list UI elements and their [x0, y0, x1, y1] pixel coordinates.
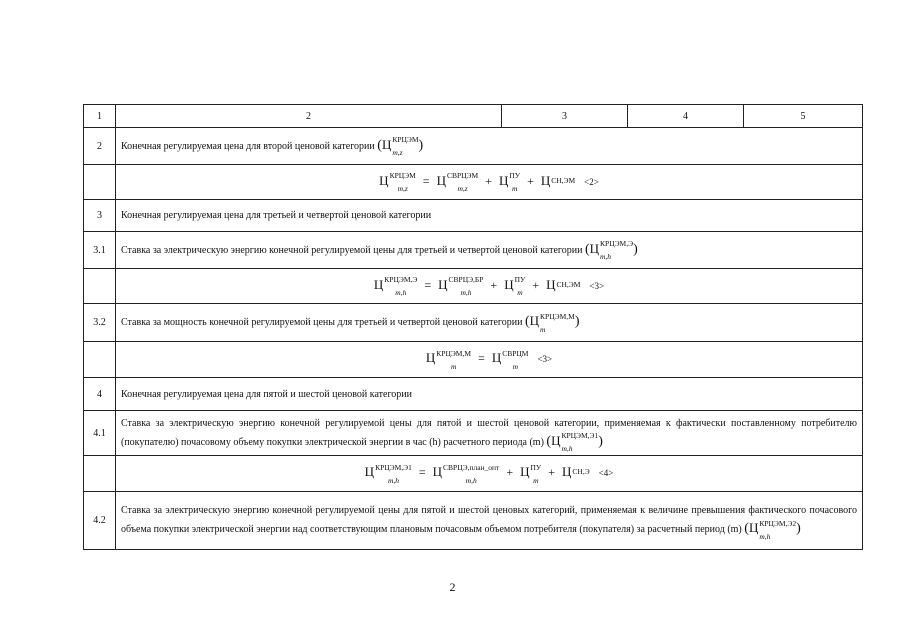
- formula-term-indices: [502, 348, 529, 371]
- formula-term-symbol: Ц: [520, 464, 530, 480]
- symbol-superscript: КРЦЭМ,Э: [600, 239, 634, 249]
- formula-term-superscript: ПУ: [509, 171, 521, 181]
- table-row: [84, 304, 863, 342]
- header-cell-5: 5: [744, 105, 863, 128]
- formula-term-indices: [514, 275, 526, 298]
- formula-term-symbol: Ц: [498, 172, 509, 188]
- price-symbol: Ц: [381, 136, 392, 152]
- footnote-ref: <3>: [537, 354, 553, 365]
- formula-term-superscript: СВРЦЭ,план_опт: [443, 462, 500, 472]
- empty-cell: [84, 456, 116, 492]
- formula-term-superscript: СН,ЭМ: [551, 175, 576, 185]
- symbol-subscript: m,z: [392, 148, 403, 158]
- formula-lhs-superscript: КРЦЭМ,М: [436, 348, 472, 358]
- description-text: Ставка за электрическую энергию конечной регулируемой цены для пятой и шестой ценовой категории, применяемая к фактически поставленному потребителю (покупателю) почасовому объему покупки электрической энергии в час (h) расчетного периода (m): [121, 417, 857, 448]
- formula-2: [116, 165, 863, 200]
- formula-term-subscript: m,h: [460, 288, 472, 298]
- formula-lhs-symbol: Ц: [379, 172, 389, 188]
- equals-sign: =: [418, 465, 426, 480]
- formula-3-2: [116, 342, 863, 378]
- close-paren: ): [633, 241, 638, 257]
- formula-term-indices: [556, 279, 581, 291]
- formula-row: [84, 456, 863, 492]
- formula-term-symbol: Ц: [491, 350, 502, 366]
- formula-row: [84, 342, 863, 378]
- formula-lhs-indices: [389, 171, 416, 194]
- formula-lhs-symbol: Ц: [425, 350, 436, 366]
- open-paren: (: [524, 314, 530, 330]
- symbol-subscript: m: [540, 324, 546, 334]
- description-text: Ставка за электрическую энергию конечной регулируемой цены для третьей и четвертой ценовой категории: [121, 244, 583, 256]
- symbol-superscript: КРЦЭМ,Э1: [561, 431, 599, 441]
- row-description: Конечная регулируемая цена для пятой и шестой ценовой категории: [116, 378, 863, 411]
- footnote-ref: <2>: [584, 176, 599, 187]
- row-number: 3.2: [84, 304, 116, 342]
- plus-sign: +: [548, 465, 556, 480]
- row-description: [116, 304, 863, 342]
- formula-lhs-symbol: Ц: [373, 276, 384, 292]
- formula-term-indices: [443, 462, 500, 485]
- open-paren: (: [744, 521, 749, 537]
- symbol-indices: [540, 311, 575, 334]
- formula-lhs-superscript: КРЦЭМ,Э1: [375, 462, 412, 472]
- formula-term-subscript: m,h: [465, 475, 477, 485]
- plus-sign: +: [506, 465, 514, 480]
- row-description: Конечная регулируемая цена для третьей и четвертой ценовой категории: [116, 200, 863, 232]
- header-cell-4: 4: [628, 105, 744, 128]
- formula-lhs-symbol: Ц: [364, 464, 375, 480]
- formula-term-superscript: СВРЦМ: [502, 348, 529, 358]
- price-symbol: Ц: [529, 313, 540, 329]
- row-description: [116, 128, 863, 165]
- open-paren: (: [546, 433, 552, 449]
- footnote-ref: <3>: [589, 280, 605, 291]
- row-number: 4.1: [84, 411, 116, 456]
- formula-term-indices: [448, 275, 484, 298]
- formula-lhs-subscript: m,h: [387, 475, 399, 485]
- formula-term-subscript: m,z: [457, 184, 468, 194]
- table-row: [84, 200, 863, 232]
- table-row: [84, 128, 863, 165]
- formula-term-indices: [446, 171, 479, 194]
- formula-term-indices: [509, 171, 521, 194]
- formula-term-subscript: m: [533, 475, 539, 485]
- formula-term-superscript: СВРЦЭ,БР: [448, 275, 484, 285]
- page-number: 2: [449, 580, 456, 594]
- description-text: Конечная регулируемая цена для второй ценовой категории: [121, 140, 375, 152]
- close-paren: ): [574, 314, 580, 330]
- plus-sign: +: [485, 173, 492, 188]
- formula-lhs-indices: [384, 275, 418, 298]
- close-paren: ): [598, 433, 603, 449]
- formula-term-symbol: Ц: [436, 172, 446, 188]
- formula-lhs-subscript: m,h: [395, 288, 407, 298]
- formula-term-indices: [530, 462, 542, 485]
- plus-sign: +: [532, 277, 540, 292]
- plus-sign: +: [527, 173, 534, 188]
- price-symbol: Ц: [748, 520, 759, 536]
- formula-lhs-subscript: m: [450, 361, 457, 371]
- description-text: Ставка за электрическую энергию конечной регулируемой цены для пятой и шестой ценовых категорий, применяемая к величине превышения фактического почасового объема покупки электрической энергии над соответствующим плановым почасовым объемом потребителя (покупателя) за расчетный период (m): [121, 505, 857, 536]
- table-row: [84, 378, 863, 411]
- empty-cell: [84, 269, 116, 304]
- header-cell-3: 3: [502, 105, 628, 128]
- open-paren: (: [584, 241, 590, 257]
- footnote-ref: <4>: [598, 468, 614, 479]
- row-description: [116, 492, 863, 550]
- row-number: 3.1: [84, 232, 116, 269]
- symbol-subscript: m,h: [600, 252, 612, 262]
- symbol-indices: [561, 431, 599, 454]
- formula-lhs-indices: [375, 462, 412, 485]
- formula-term-symbol: Ц: [432, 464, 443, 480]
- price-symbol: Ц: [551, 432, 561, 448]
- symbol-subscript: m,h: [561, 444, 573, 454]
- row-description: [116, 411, 863, 456]
- header-cell-1: 1: [84, 105, 116, 128]
- formula-term-superscript: СН,Э: [572, 467, 590, 477]
- formula-term-superscript: ПУ: [514, 275, 526, 285]
- formula-4-1: [116, 456, 863, 492]
- empty-cell: [84, 165, 116, 200]
- symbol-subscript: m,h: [759, 531, 771, 541]
- formula-lhs-subscript: m,z: [397, 184, 408, 194]
- row-description: [116, 232, 863, 269]
- close-paren: ): [796, 521, 801, 537]
- header-cell-2: 2: [116, 105, 502, 128]
- formula-3-1: [116, 269, 863, 304]
- price-table: [83, 104, 863, 550]
- table-row: [84, 492, 863, 550]
- price-symbol: Ц: [589, 240, 600, 256]
- formula-lhs-indices: [436, 348, 472, 371]
- row-number: 2: [84, 128, 116, 165]
- formula-term-subscript: m: [517, 288, 523, 298]
- formula-term-indices: [551, 175, 576, 187]
- formula-term-superscript: ПУ: [530, 462, 542, 472]
- symbol-indices: [392, 135, 419, 158]
- formula-term-symbol: Ц: [504, 276, 514, 292]
- formula-term-subscript: m: [512, 361, 519, 371]
- open-paren: (: [377, 137, 382, 153]
- formula-term-superscript: СВРЦЭМ: [446, 171, 479, 181]
- table-row: [84, 232, 863, 269]
- formula-lhs-superscript: КРЦЭМ,Э: [384, 275, 418, 285]
- formula-term-indices: [572, 469, 589, 478]
- equals-sign: =: [424, 277, 432, 292]
- symbol-superscript: КРЦЭМ,Э2: [759, 518, 797, 528]
- equals-sign: =: [422, 173, 430, 188]
- symbol-superscript: КРЦЭМ: [392, 135, 419, 145]
- symbol-indices: [759, 518, 797, 541]
- formula-lhs-superscript: КРЦЭМ: [389, 171, 416, 181]
- symbol-indices: [600, 239, 634, 262]
- row-number: 4.2: [84, 492, 116, 550]
- table-row: [84, 411, 863, 456]
- formula-term-symbol: Ц: [438, 276, 448, 292]
- close-paren: ): [418, 137, 424, 153]
- equals-sign: =: [478, 351, 485, 366]
- description-text: Ставка за мощность конечной регулируемой цены для третьей и четвертой ценовой категории: [121, 317, 523, 329]
- formula-row: [84, 269, 863, 304]
- header-row: [84, 105, 863, 128]
- plus-sign: +: [490, 277, 498, 292]
- formula-term-symbol: Ц: [540, 172, 551, 188]
- formula-row: [84, 165, 863, 200]
- row-number: 4: [84, 378, 116, 411]
- formula-term-subscript: m: [512, 184, 518, 194]
- row-number: 3: [84, 200, 116, 232]
- symbol-superscript: КРЦЭМ,М: [540, 311, 575, 321]
- formula-term-symbol: Ц: [546, 276, 556, 292]
- formula-term-symbol: Ц: [562, 464, 572, 480]
- empty-cell: [84, 342, 116, 378]
- formula-term-superscript: СН,ЭМ: [556, 279, 581, 289]
